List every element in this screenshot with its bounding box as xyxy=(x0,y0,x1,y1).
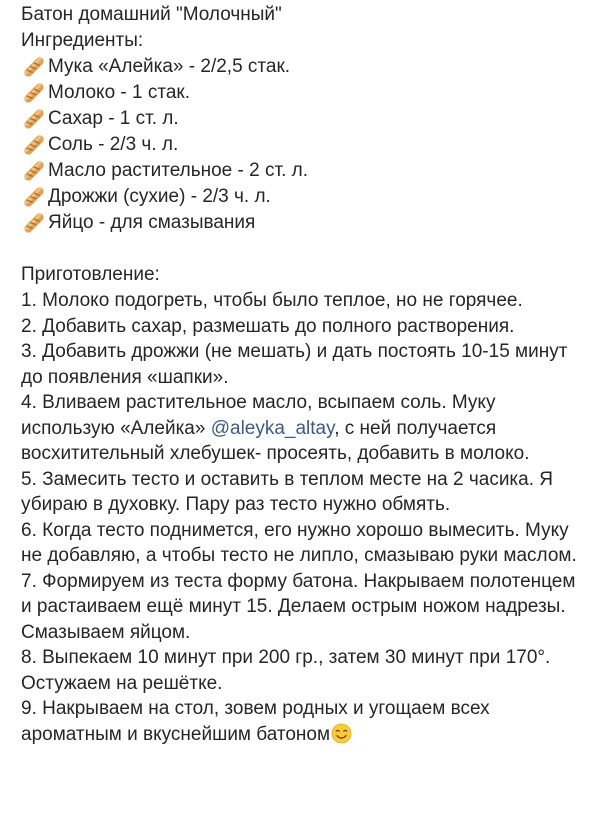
ingredient-text: Сахар - 1 ст. л. xyxy=(48,108,179,129)
baguette-icon xyxy=(21,210,47,236)
ingredient-item xyxy=(21,54,587,80)
step-6: 6. Когда тесто поднимется, его нужно хорошо вымесить. Муку не добавляю, а чтобы тесто не липло, смазываю руки маслом. xyxy=(21,519,577,566)
smiling-face-icon xyxy=(331,723,352,744)
baguette-icon xyxy=(21,132,47,158)
steps-list xyxy=(21,288,587,747)
baguette-icon xyxy=(21,158,47,184)
ingredient-item xyxy=(21,132,587,158)
ingredient-item xyxy=(21,80,587,106)
baguette-icon xyxy=(21,80,47,106)
ingredient-text: Молоко - 1 стак. xyxy=(48,82,191,103)
ingredient-item xyxy=(21,184,587,210)
baguette-icon xyxy=(21,54,47,80)
step-3: 3. Добавить дрожжи (не мешать) и дать постоять 10-15 минут до появления «шапки». xyxy=(21,341,568,388)
preparation-heading: Приготовление: xyxy=(21,264,160,285)
ingredient-text: Дрожжи (сухие) - 2/3 ч. л. xyxy=(48,186,271,207)
mention-link[interactable]: @aleyka_altay xyxy=(210,417,335,439)
ingredient-item xyxy=(21,106,587,132)
recipe-title: Батон домашний "Молочный" xyxy=(21,4,282,25)
ingredient-text: Яйцо - для смазывания xyxy=(48,212,256,233)
baguette-icon xyxy=(21,106,47,132)
paragraph-gap xyxy=(21,236,587,262)
ingredients-list xyxy=(21,54,587,236)
step-5: 5. Замесить тесто и оставить в теплом месте на 2 часика. Я убираю в духовку. Пару раз тесто нужно обмять. xyxy=(21,468,554,515)
step-9-text: 9. Накрываем на стол, зовем родных и угощаем всех ароматным и вкуснейшим батоном xyxy=(21,698,490,745)
step-1: 1. Молоко подогреть, чтобы было теплое, но не горячее. xyxy=(21,290,523,311)
step-4-text-after: , с ней получается восхитительный хлебушек- просеять, добавить в молоко. xyxy=(21,417,530,464)
step-4 xyxy=(21,390,587,467)
ingredient-text: Мука «Алейка» - 2/2,5 стак. xyxy=(48,56,291,77)
step-2: 2. Добавить сахар, размешать до полного растворения. xyxy=(21,315,515,337)
baguette-icon xyxy=(21,184,47,210)
step-9 xyxy=(21,696,587,747)
step-4-text-before: 4. Вливаем растительное масло, всыпаем соль. Муку использую «Алейка» xyxy=(21,392,496,439)
ingredients-heading: Ингредиенты: xyxy=(21,30,144,51)
recipe-post xyxy=(21,2,587,747)
ingredient-item xyxy=(21,210,587,236)
step-7: 7. Формируем из теста форму батона. Накрываем полотенцем и растаиваем ещё минут 15. Делаем острым ножом надрезы. Смазываем яйцом. xyxy=(21,570,576,643)
ingredient-text: Соль - 2/3 ч. л. xyxy=(48,134,179,155)
step-8: 8. Выпекаем 10 минут при 200 гр., затем 30 минут при 170°. Остужаем на решётке. xyxy=(21,647,551,694)
ingredient-text: Масло растительное - 2 ст. л. xyxy=(48,160,308,181)
ingredient-item xyxy=(21,158,587,184)
